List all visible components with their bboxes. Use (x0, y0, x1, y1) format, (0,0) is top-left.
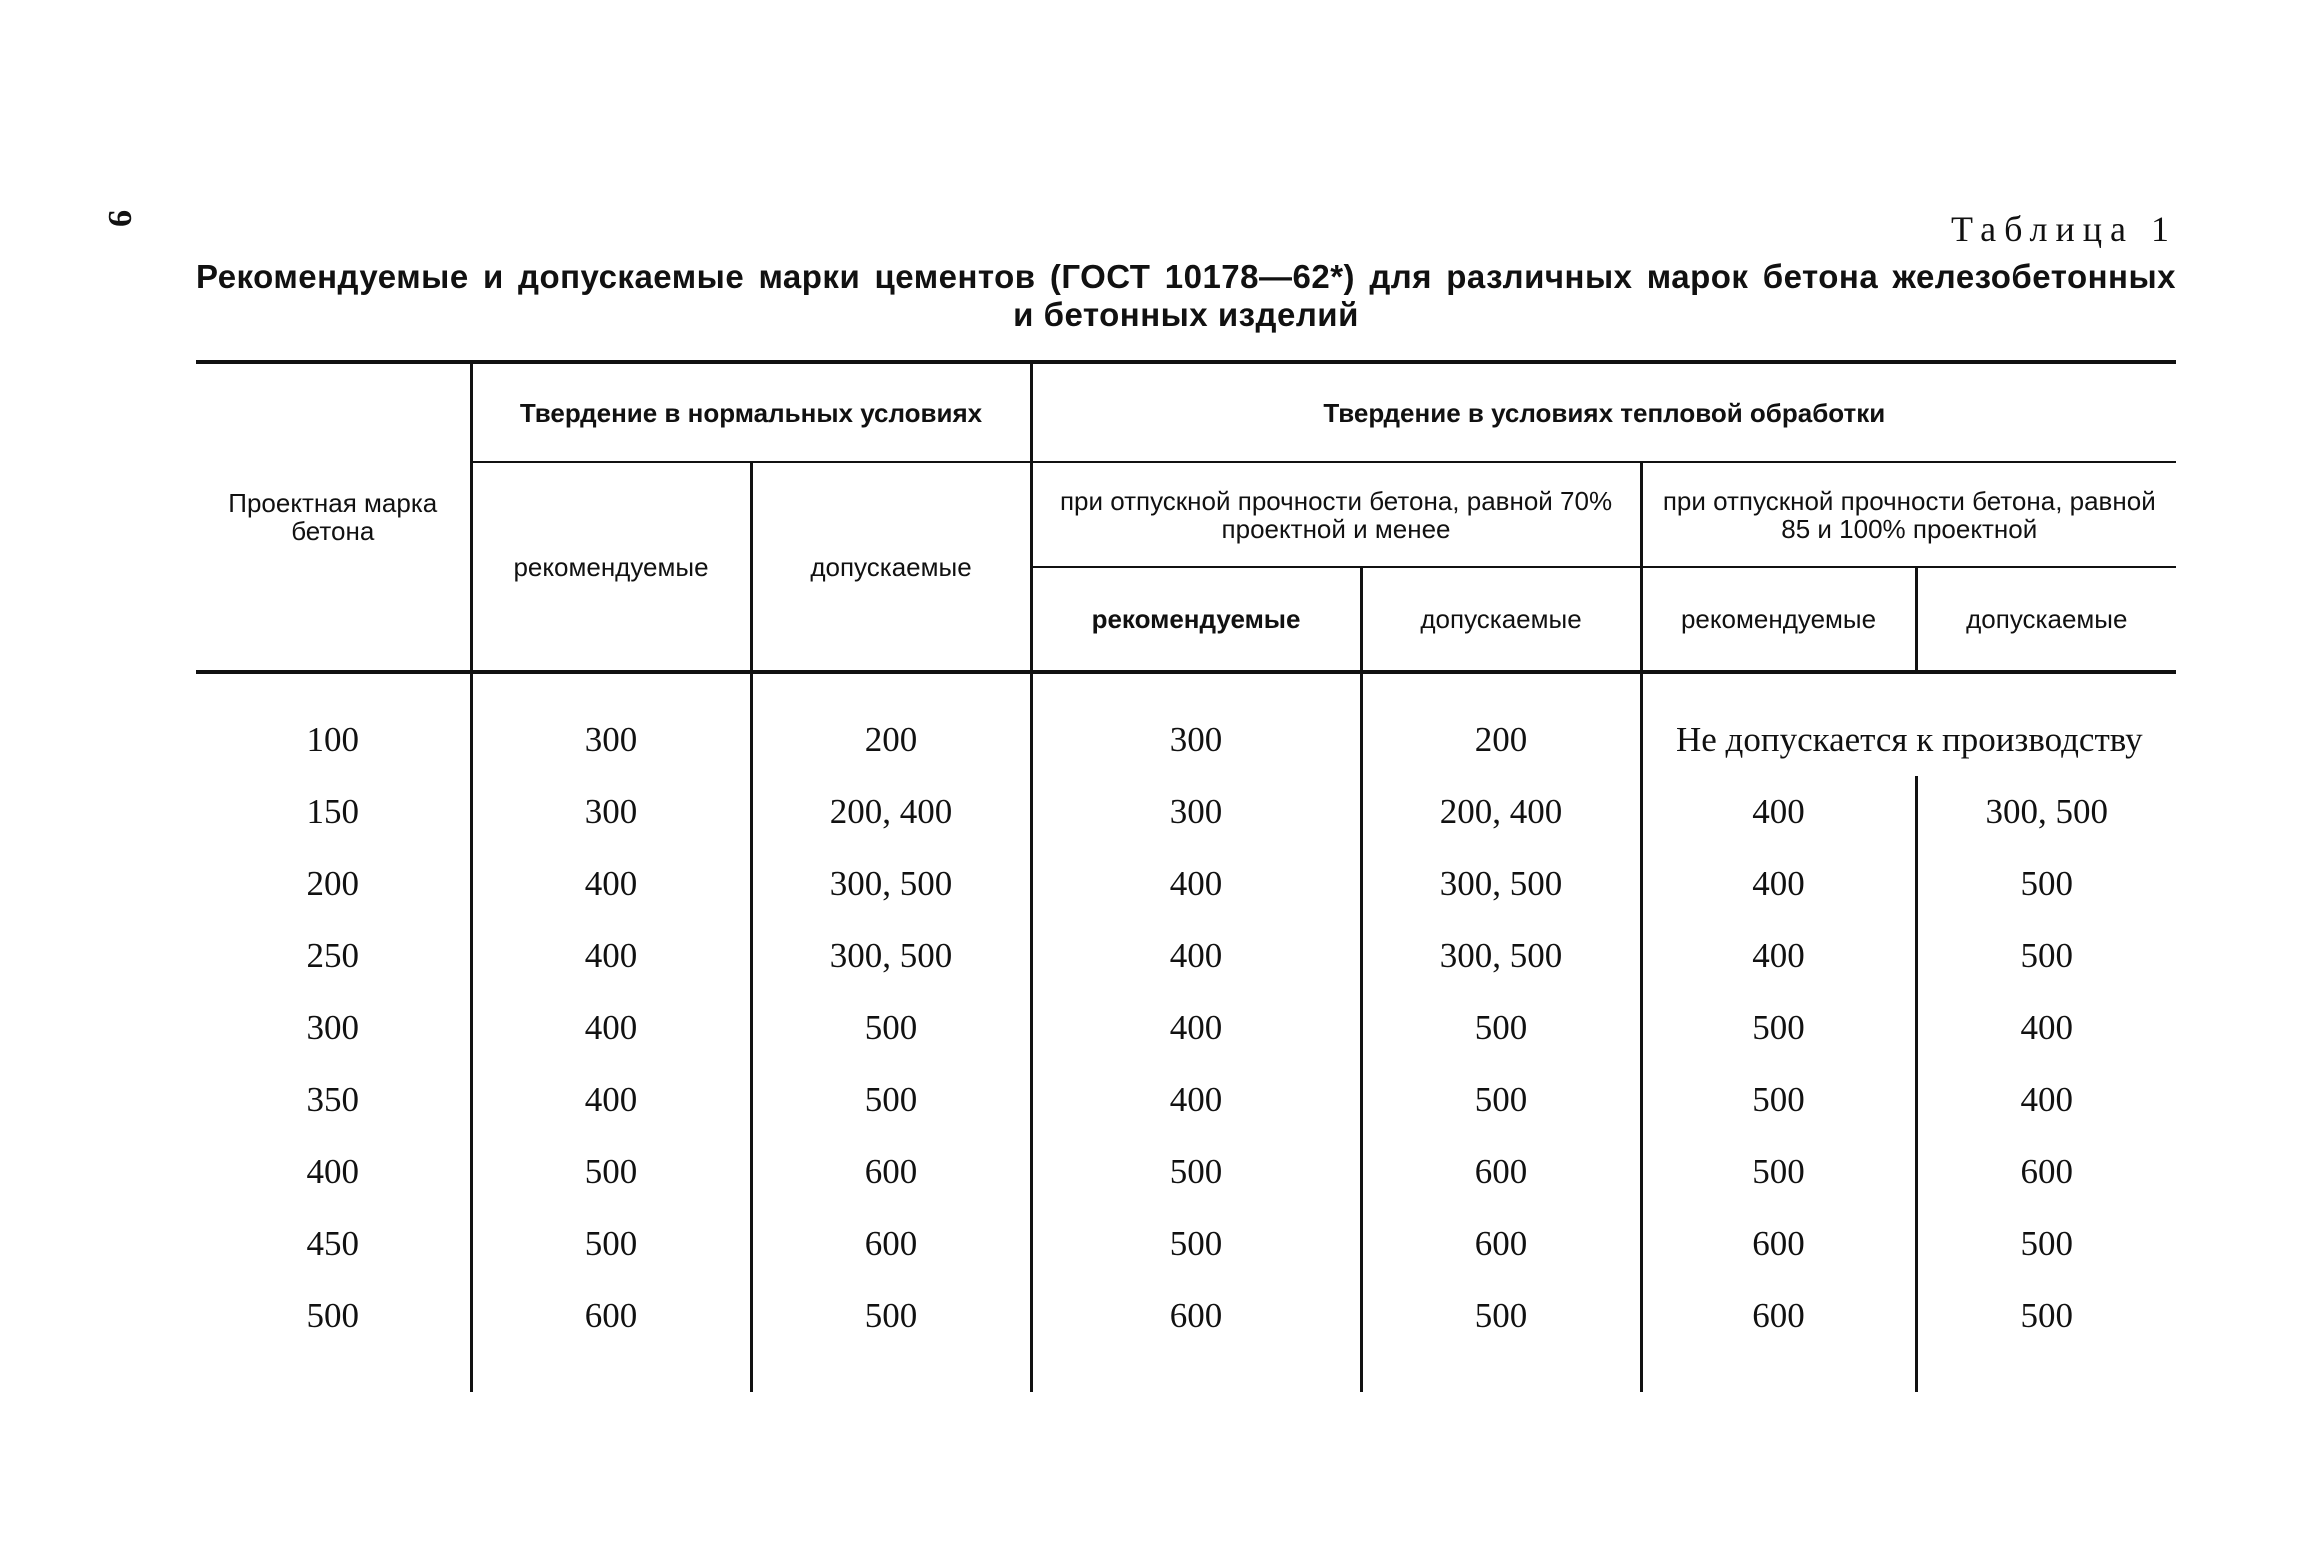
cell-normal-allowed: 600 (751, 1208, 1031, 1280)
header-concrete-grade: Проектная марка бетона (228, 488, 438, 546)
page-number: 9 (101, 210, 138, 227)
spacer-cell (1361, 1352, 1641, 1392)
cell-t85-recommended: 400 (1641, 920, 1916, 992)
cell-t70-allowed: 600 (1361, 1136, 1641, 1208)
cell-t70-recommended: 600 (1031, 1280, 1361, 1352)
table-title-line-2: и бетонных изделий (1013, 296, 1359, 333)
cell-normal-recommended: 400 (471, 1064, 751, 1136)
cell-t70-allowed: 200, 400 (1361, 776, 1641, 848)
cell-t85-recommended: 400 (1641, 776, 1916, 848)
spacer-cell (471, 1352, 751, 1392)
cell-normal-recommended: 500 (471, 1136, 751, 1208)
table-row (196, 672, 2176, 776)
cell-grade: 400 (306, 1152, 359, 1191)
table-title-line-1: Рекомендуемые и допускаемые марки цементов (ГОСТ 10178—62*) для различных марок бетона железобетонных (196, 258, 2176, 295)
cell-grade: 450 (306, 1224, 359, 1263)
cell-grade: 250 (306, 936, 359, 975)
table-row (196, 776, 2176, 848)
cell-normal-allowed: 300, 500 (751, 848, 1031, 920)
spacer-cell (196, 1352, 471, 1392)
cell-grade: 150 (306, 792, 359, 831)
header-normal-recommended: рекомендуемые (471, 462, 751, 672)
cell-t70-allowed: 300, 500 (1361, 848, 1641, 920)
cell-normal-allowed: 200, 400 (751, 776, 1031, 848)
spacer-cell (1031, 1352, 1361, 1392)
cell-normal-allowed: 300, 500 (751, 920, 1031, 992)
cell-t70-allowed: 200 (1361, 672, 1641, 776)
cell-t85-allowed: 600 (1916, 1136, 2176, 1208)
cell-t85-allowed: 500 (1916, 848, 2176, 920)
header-t85-allowed: допускаемые (1916, 567, 2176, 672)
header-thermal-curing: Твердение в условиях тепловой обработки (1031, 362, 2176, 462)
cell-grade: 100 (306, 720, 359, 759)
cell-normal-allowed: 600 (751, 1136, 1031, 1208)
cell-normal-recommended: 400 (471, 920, 751, 992)
cell-grade: 300 (306, 1008, 359, 1047)
header-normal-allowed: допускаемые (751, 462, 1031, 672)
header-t70-recommended: рекомендуемые (1031, 567, 1361, 672)
cell-t70-recommended: 300 (1031, 672, 1361, 776)
table-row (196, 1136, 2176, 1208)
table-bottom-spacer (196, 1352, 2176, 1392)
cell-t85-allowed: 500 (1916, 1208, 2176, 1280)
table-row (196, 1208, 2176, 1280)
header-t70-allowed: допускаемые (1361, 567, 1641, 672)
table-title (196, 258, 2176, 334)
cell-t70-recommended: 500 (1031, 1208, 1361, 1280)
cell-grade: 200 (306, 864, 359, 903)
cell-t85-allowed: 500 (1916, 1280, 2176, 1352)
cell-t70-recommended: 500 (1031, 1136, 1361, 1208)
cell-t70-allowed: 600 (1361, 1208, 1641, 1280)
cell-normal-recommended: 500 (471, 1208, 751, 1280)
cell-normal-recommended: 400 (471, 992, 751, 1064)
cell-t70-allowed: 500 (1361, 1280, 1641, 1352)
cell-t85-allowed: 400 (1916, 992, 2176, 1064)
cell-normal-allowed: 500 (751, 1280, 1031, 1352)
table-label: Таблица 1 (1951, 209, 2177, 249)
cell-normal-allowed: 200 (751, 672, 1031, 776)
table-header (196, 362, 2176, 672)
table-row (196, 920, 2176, 992)
cell-t70-recommended: 400 (1031, 1064, 1361, 1136)
table-row (196, 848, 2176, 920)
cell-normal-recommended: 300 (471, 776, 751, 848)
cell-t70-allowed: 500 (1361, 992, 1641, 1064)
cell-t85-recommended: 500 (1641, 992, 1916, 1064)
cell-t70-recommended: 400 (1031, 848, 1361, 920)
cell-t70-allowed: 300, 500 (1361, 920, 1641, 992)
header-t85-recommended: рекомендуемые (1641, 567, 1916, 672)
header-thermal-70: при отпускной прочности бетона, равной 70% проектной и менее (1031, 462, 1641, 567)
cell-t85-not-allowed: Не допускается к производству (1641, 672, 2176, 776)
cell-t70-recommended: 400 (1031, 920, 1361, 992)
header-normal-curing: Твердение в нормальных условиях (471, 362, 1031, 462)
table-row (196, 992, 2176, 1064)
cell-t70-allowed: 500 (1361, 1064, 1641, 1136)
cell-normal-recommended: 600 (471, 1280, 751, 1352)
table-body (196, 672, 2176, 1392)
cell-grade: 500 (306, 1296, 359, 1335)
cell-t85-recommended: 600 (1641, 1208, 1916, 1280)
cell-t70-recommended: 400 (1031, 992, 1361, 1064)
spacer-cell (751, 1352, 1031, 1392)
cell-t85-recommended: 600 (1641, 1280, 1916, 1352)
cell-t85-recommended: 500 (1641, 1064, 1916, 1136)
spacer-cell (1916, 1352, 2176, 1392)
spacer-cell (1641, 1352, 1916, 1392)
cell-grade: 350 (306, 1080, 359, 1119)
cell-t70-recommended: 300 (1031, 776, 1361, 848)
cell-t85-allowed: 400 (1916, 1064, 2176, 1136)
cell-normal-allowed: 500 (751, 992, 1031, 1064)
table-row (196, 1280, 2176, 1352)
cell-t85-allowed: 300, 500 (1916, 776, 2176, 848)
cell-t85-recommended: 500 (1641, 1136, 1916, 1208)
cell-normal-recommended: 400 (471, 848, 751, 920)
cell-normal-recommended: 300 (471, 672, 751, 776)
cell-normal-allowed: 500 (751, 1064, 1031, 1136)
cell-t85-allowed: 500 (1916, 920, 2176, 992)
cement-grades-table (196, 360, 2176, 1392)
header-thermal-85-100: при отпускной прочности бетона, равной 85 и 100% проектной (1641, 462, 2176, 567)
cell-t85-recommended: 400 (1641, 848, 1916, 920)
table-row (196, 1064, 2176, 1136)
